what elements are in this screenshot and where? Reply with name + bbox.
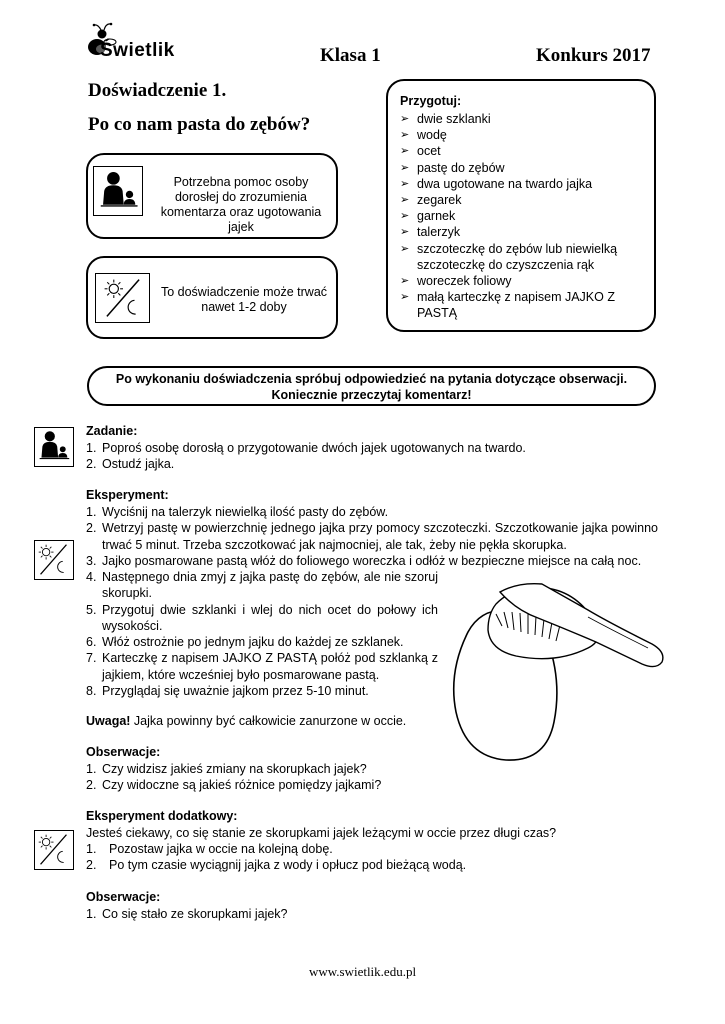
prepare-item: ➢ ocet [400, 143, 650, 159]
list-item-number: 3. [86, 553, 97, 568]
prepare-item: ➢ woreczek foliowy [400, 273, 650, 289]
list-item-text: Wetrzyj pastę w powierzchnię jednego jajka przy pomocy szczoteczki. Szczotkowanie jajka powinno trwać 5 minut. Trzeba szczotkować jak najmocniej, ale tak, żeby nie pękła skorupka. [102, 521, 658, 552]
notice-line-2: Koniecznie przeczytaj komentarz! [271, 387, 472, 402]
contest-label: Konkurs 2017 [536, 45, 651, 66]
experiment-list-bottom [86, 569, 438, 699]
list-item-number: 2. [86, 858, 97, 873]
observations-heading: Obserwacje: [86, 745, 161, 759]
list-item-number: 1. [86, 907, 97, 921]
list-item-text: Co się stało ze skorupkami jajek? [102, 907, 288, 921]
list-item-number: 8. [86, 684, 97, 699]
prepare-list [400, 111, 650, 322]
list-item-text: Przyglądaj się uważnie jajkom przez 5-10 minut. [102, 684, 369, 699]
experiment-heading: Eksperyment: [86, 488, 169, 502]
list-item [86, 906, 666, 922]
adult-child-icon [95, 168, 141, 214]
list-item-text: Poproś osobę dorosłą o przygotowanie dwóch jajek ugotowanych na twardo. [102, 441, 526, 455]
list-item-text: Pozostaw jajka w occie na kolejną dobę. [109, 842, 333, 856]
list-item-number: 1. [86, 505, 97, 519]
list-item-number: 1. [86, 842, 97, 856]
list-item [86, 456, 666, 472]
list-item-text: Wyciśnij na talerzyk niewielką ilość pasty do zębów. [102, 505, 389, 519]
list-item [86, 634, 438, 650]
class-label: Klasa 1 [320, 45, 381, 66]
prepare-item: ➢ dwie szklanki [400, 111, 650, 127]
list-item [86, 650, 438, 683]
prepare-item: ➢ pastę do zębów [400, 160, 650, 176]
prepare-item: ➢ dwa ugotowane na twardo jajka [400, 176, 650, 192]
observations-2-list [86, 906, 666, 922]
adult-help-box [86, 153, 338, 239]
extra-heading: Eksperyment dodatkowy: [86, 809, 238, 823]
warning-label: Uwaga! [86, 714, 131, 728]
list-item-text: Czy widzisz jakieś zmiany na skorupkach jajek? [102, 762, 367, 776]
prepare-item: ➢ małą karteczkę z napisem JAJKO Z PASTĄ [400, 289, 650, 321]
day-night-icon [98, 275, 148, 321]
list-item-text: Przygotuj dwie szklanki i wlej do nich ocet do połowy ich wysokości. [102, 602, 438, 633]
list-item-text: Karteczkę z napisem JAJKO Z PASTĄ połóż pod szklanką z jajkiem, które wcześniej było posmarowane pastą. [102, 651, 438, 682]
day-night-icon [35, 541, 72, 578]
list-item [86, 440, 666, 456]
list-item [86, 504, 658, 520]
notice-box [87, 366, 656, 406]
list-item-text: Włóż ostrożnie po jednym jajku do każdej ze szklanek. [102, 635, 404, 650]
adult-child-icon [35, 428, 72, 465]
list-item [86, 569, 438, 602]
list-item-number: 1. [86, 441, 97, 455]
list-item-text: Czy widoczne są jakieś różnice pomiędzy jajkami? [102, 778, 382, 793]
footer-url[interactable]: www.swietlik.edu.pl [308, 964, 417, 979]
page-title: Doświadczenie 1. [88, 80, 227, 101]
list-item-number: 2. [86, 521, 97, 536]
extra-icon-frame [34, 830, 74, 870]
list-item [86, 857, 666, 873]
task-icon-frame [34, 427, 74, 467]
egg-brush-illustration [438, 562, 678, 772]
list-item-text: Ostudź jajka. [102, 457, 175, 472]
list-item [86, 777, 666, 793]
prepare-item: ➢ talerzyk [400, 224, 650, 240]
list-item-number: 4. [86, 570, 97, 584]
list-item-text: Następnego dnia zmyj z jajka pastę do zębów, ale nie szoruj skorupki. [102, 570, 438, 601]
prepare-item: ➢ zegarek [400, 192, 650, 208]
logo-text: Świetlik [100, 40, 175, 61]
observations-list [86, 761, 666, 794]
prepare-item: ➢ garnek [400, 208, 650, 224]
experiment-list-top [86, 504, 658, 569]
observations-2-heading: Obserwacje: [86, 890, 161, 904]
list-item [86, 602, 438, 635]
list-item [86, 761, 666, 777]
list-item-number: 2. [86, 778, 97, 793]
extra-intro: Jesteś ciekawy, co się stanie ze skorupkami jajek leżącymi w occie przez długi czas? [86, 826, 557, 840]
warning-text: Jajka powinny być całkowicie zanurzone w occie. [130, 714, 407, 728]
extra-list [86, 841, 666, 874]
adult-help-icon-frame [93, 166, 143, 216]
duration-text: To doświadczenie może trwać nawet 1-2 doby [160, 285, 328, 314]
experiment-icon-frame [34, 540, 74, 580]
list-item-text: Jajko posmarowane pastą włóż do foliowego woreczka i odłóż w bezpieczne miejsce na całą noc. [102, 553, 642, 568]
adult-help-text: Potrzebna pomoc osoby dorosłej do zrozumienia komentarza oraz ugotowania jajek [160, 175, 322, 234]
list-item-number: 2. [86, 457, 97, 472]
logo [84, 22, 179, 64]
list-item-number: 6. [86, 635, 97, 650]
list-item-number: 5. [86, 602, 97, 617]
task-heading: Zadanie: [86, 424, 138, 438]
duration-box [86, 256, 338, 339]
list-item [86, 683, 438, 699]
list-item-number: 7. [86, 651, 97, 666]
duration-icon-frame [95, 273, 150, 323]
prepare-box [386, 79, 656, 332]
prepare-item: ➢ wodę [400, 127, 650, 143]
task-list [86, 440, 666, 473]
page-subtitle: Po co nam pasta do zębów? [88, 114, 311, 135]
list-item-number: 1. [86, 762, 97, 776]
day-night-icon [35, 831, 72, 868]
prepare-item: ➢ szczoteczkę do zębów lub niewielką szczoteczkę do czyszczenia rąk [400, 241, 650, 273]
list-item [86, 841, 666, 857]
list-item-text: Po tym czasie wyciągnij jajka z wody i opłucz pod bieżącą wodą. [109, 858, 467, 873]
list-item [86, 520, 658, 553]
prepare-heading: Przygotuj: [400, 94, 462, 108]
warning-note [86, 713, 406, 729]
notice-line-1: Po wykonaniu doświadczenia spróbuj odpowiedzieć na pytania dotyczące obserwacji. [115, 372, 628, 386]
